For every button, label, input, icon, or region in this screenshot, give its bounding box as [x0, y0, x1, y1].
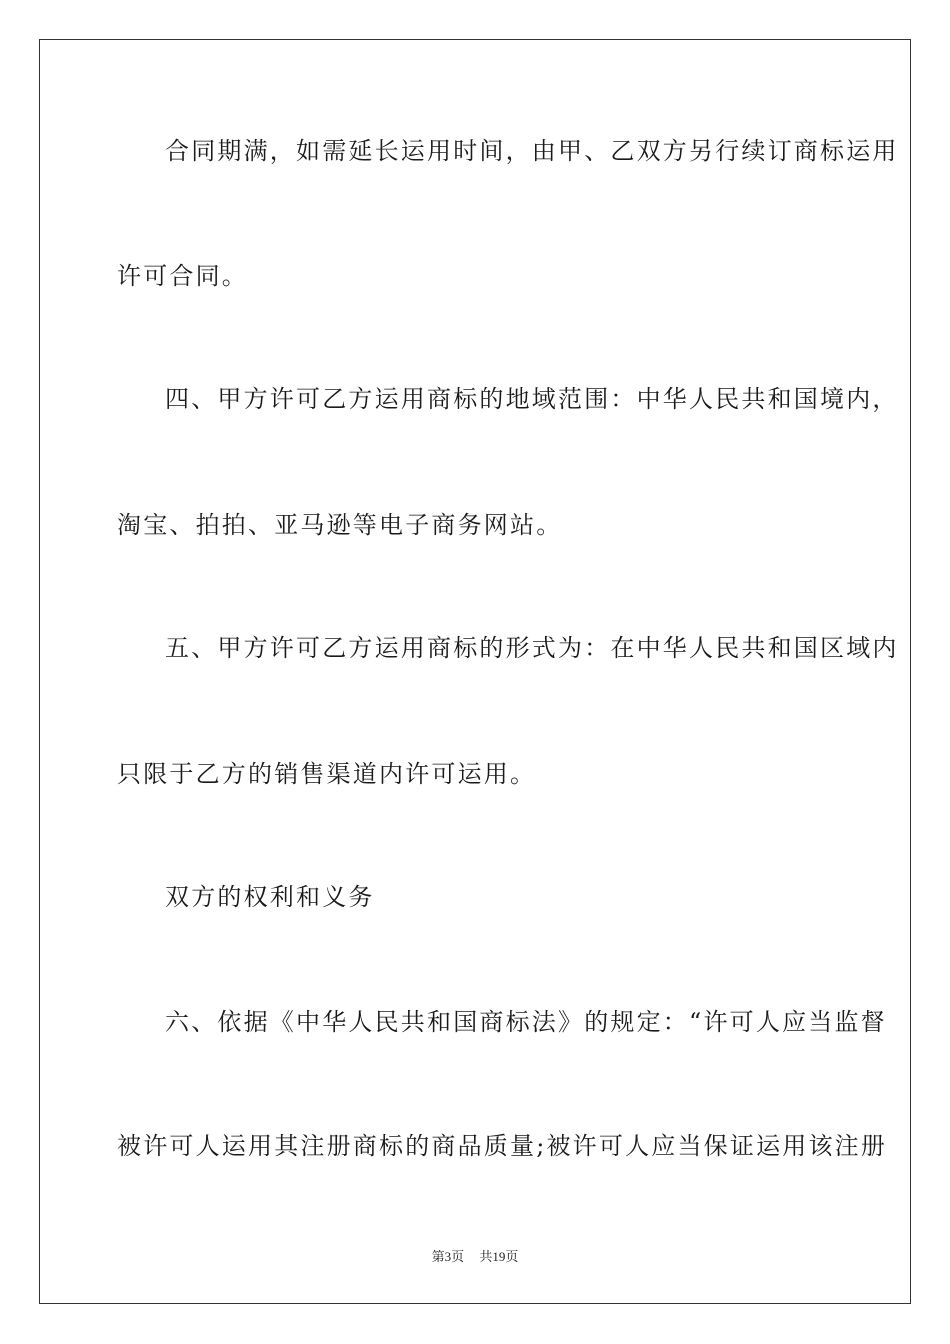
paragraph-line-5: 五、甲方许可乙方运用商标的形式为：在中华人民共和国区域内 — [165, 634, 899, 662]
paragraph-line-9: 被许可人运用其注册商标的商品质量;被许可人应当保证运用该注册 — [117, 1132, 888, 1160]
page-total: 共19页 — [479, 1249, 519, 1264]
paragraph-line-6: 只限于乙方的销售渠道内许可运用。 — [117, 760, 537, 788]
paragraph-line-2: 许可合同。 — [117, 262, 248, 290]
paragraph-line-1: 合同期满，如需延长运用时间，由甲、乙双方另行续订商标运用 — [165, 137, 899, 165]
paragraph-line-3: 四、甲方许可乙方运用商标的地域范围：中华人民共和国境内， — [165, 385, 899, 413]
section-heading: 双方的权利和义务 — [165, 883, 375, 911]
page-border — [39, 39, 911, 1304]
paragraph-line-8: 六、依据《中华人民共和国商标法》的规定：“许可人应当监督 — [165, 1008, 887, 1036]
page-number: 第3页 — [431, 1249, 465, 1264]
paragraph-line-4: 淘宝、拍拍、亚马逊等电子商务网站。 — [117, 511, 563, 539]
page-footer — [0, 1246, 950, 1265]
